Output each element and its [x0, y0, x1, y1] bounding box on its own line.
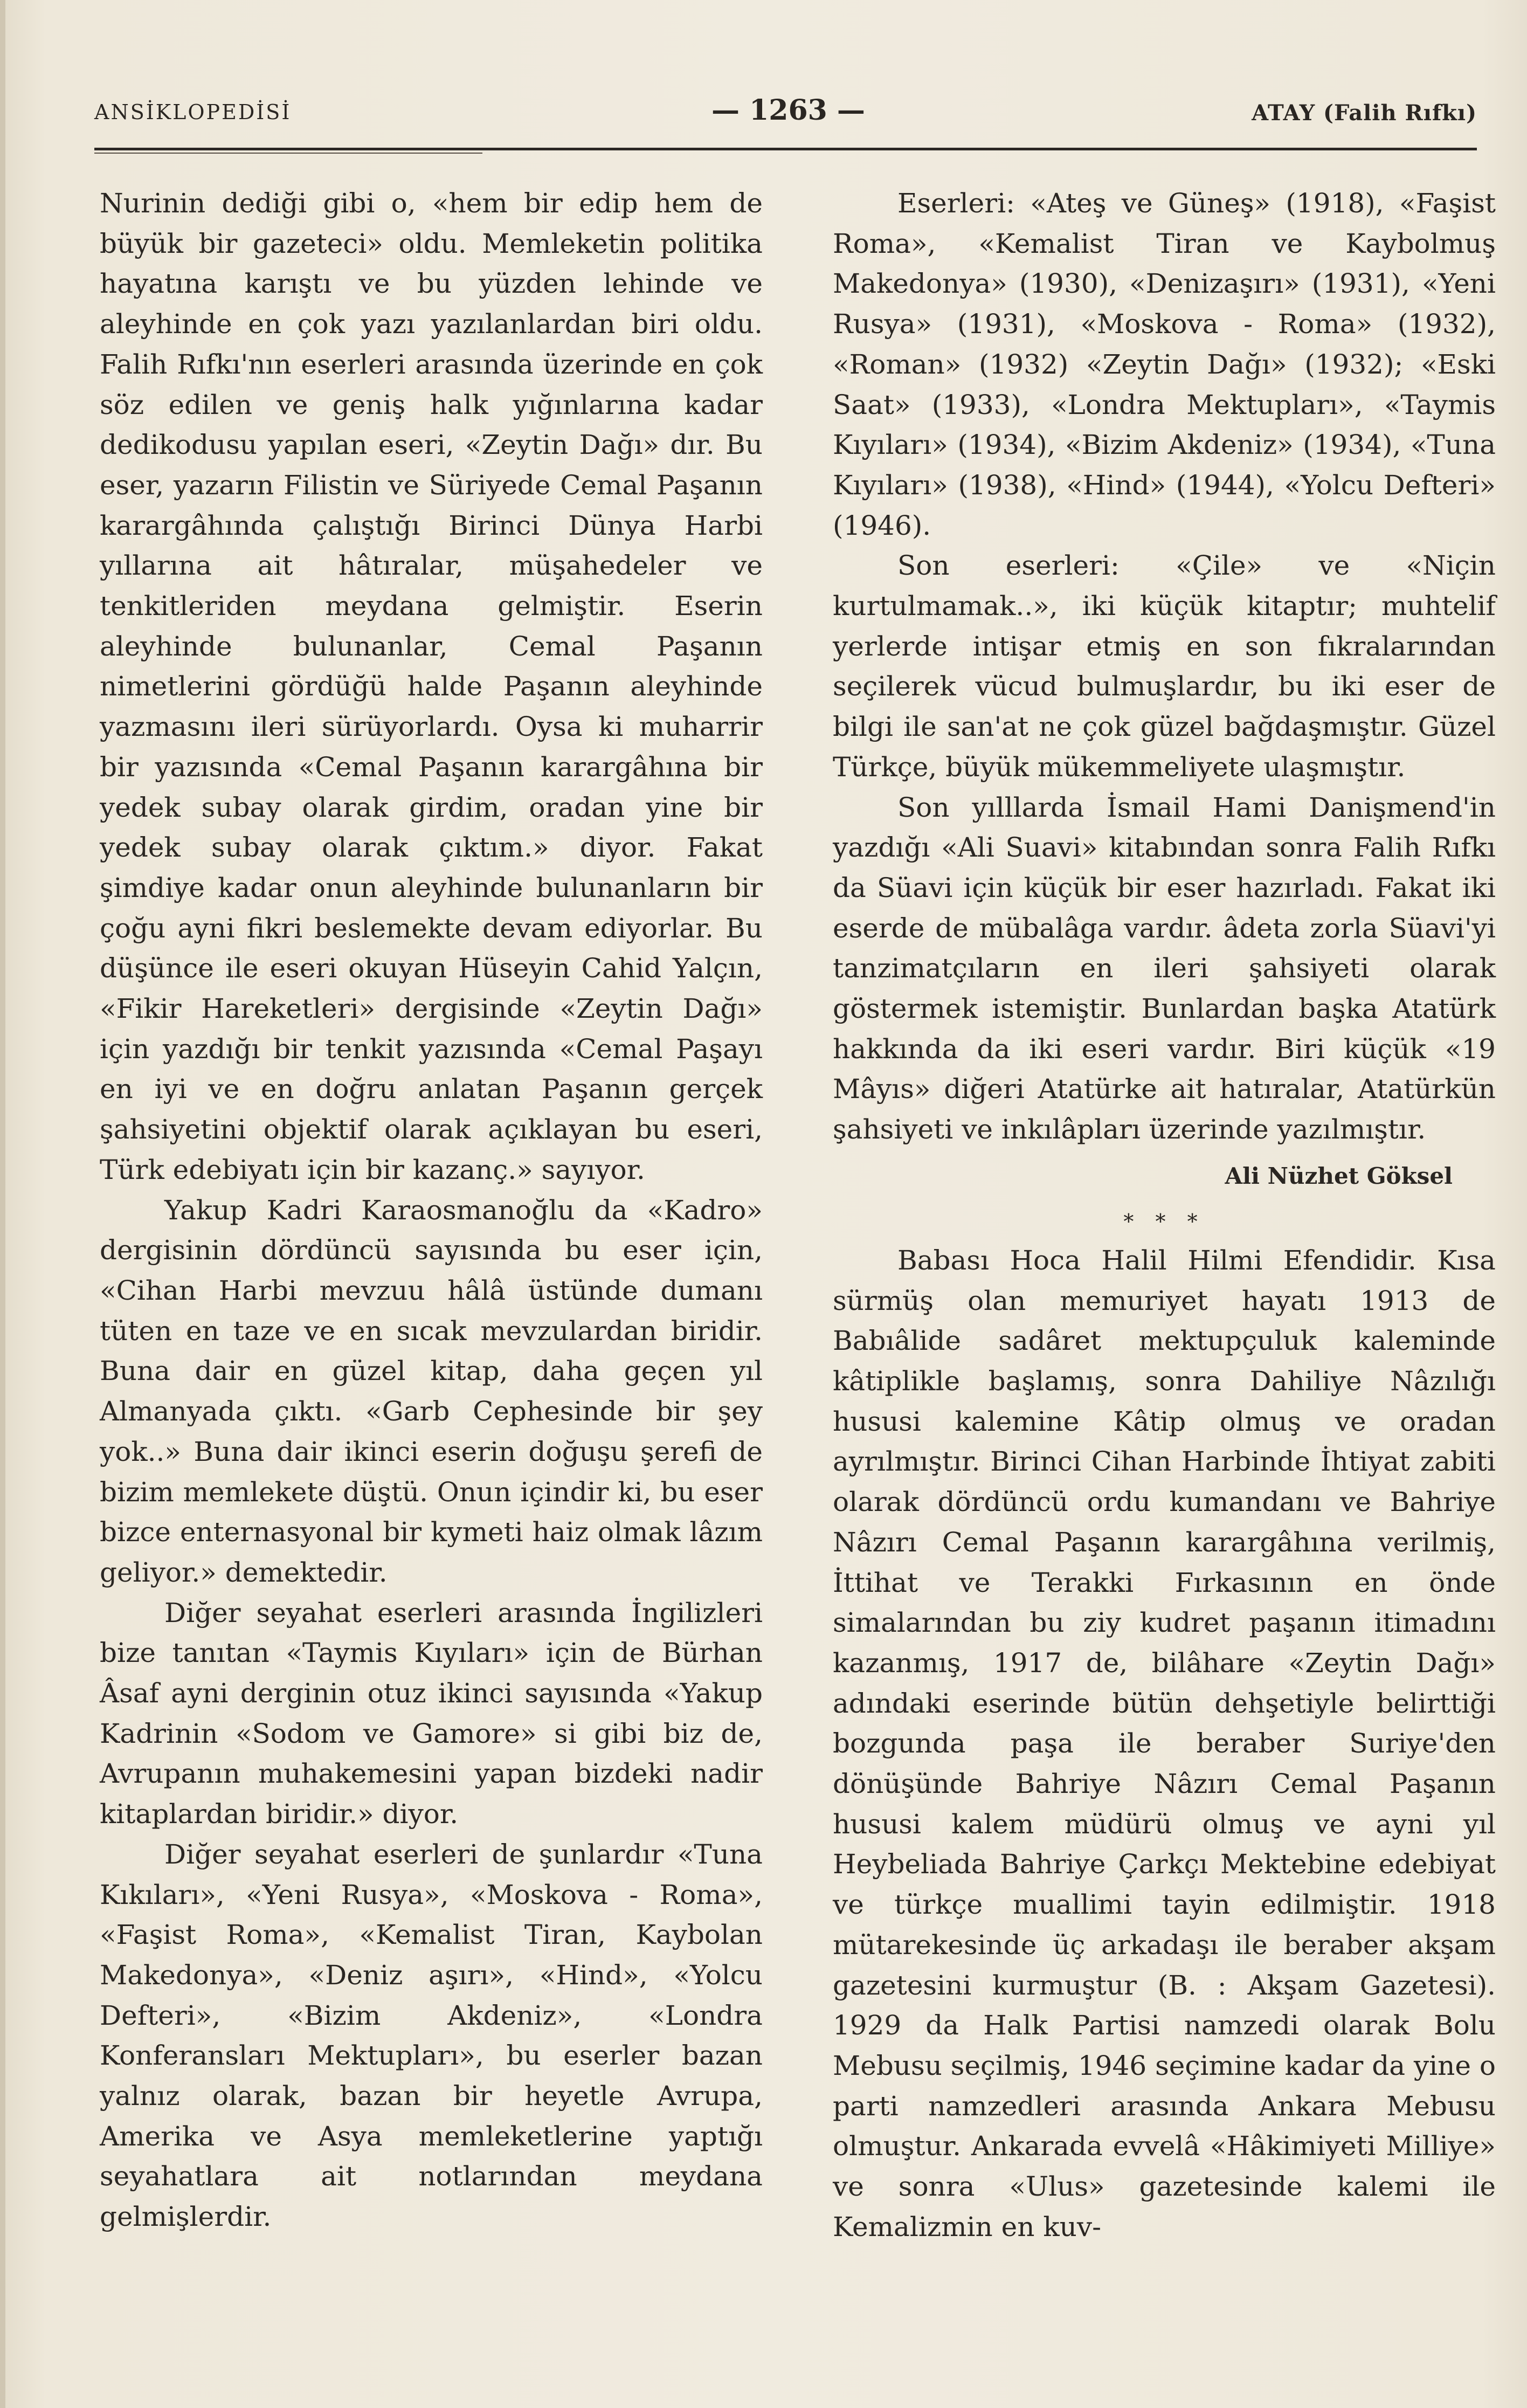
paragraph: Yakup Kadri Karaosmanoğlu da «Kadro» dergisinin dördüncü sayısında bu eser için, «Cihan Harbi mevzuu hâlâ üstünde dumanı tüten en taze ve en sıcak mevzulardan biridir. Buna dair en güzel kitap, daha geçen yıl Almanyada çıktı. «Garb Cephesinde bir şey yok..» Buna dair ikinci eserin doğuşu şerefi de bizim memlekete düştü. Onun içindir ki, bu eser bizce enternasyonal bir kymeti haiz olmak lâzım geliyor.» demektedir. [100, 1194, 763, 1588]
paragraph: Eserleri: «Ateş ve Güneş» (1918), «Faşist Roma», «Kemalist Tiran ve Kaybolmuş Makedonya» (1930), «Denizaşırı» (1931), «Yeni Rusya» (1931), «Moskova - Roma» (1932), «Roman» (1932) «Zeytin Dağı» (1932); «Eski Saat» (1933), «Londra Mektupları», «Taymis Kıyıları» (1934), «Bizim Akdeniz» (1934), «Tuna Kıyıları» (1938), «Hind» (1944), «Yolcu Defteri» (1946). [833, 188, 1496, 541]
paragraph: Son yılllarda İsmail Hami Danişmend'in yazdığı «Ali Suavi» kitabından sonra Falih Rıfkı da Süavi için küçük bir eser hazırladı. Fakat iki eserde de mübalâga vardır. âdeta zorla Süavi'yi tanzimatçıların en ileri şahsiyeti olarak göstermek istemiştir. Bunlardan başka Atatürk hakkında da iki eseri vardır. Biri küçük «19 Mâyıs» diğeri Atatürke ait hatıralar, Atatürkün şahsiyeti ve inkılâpları üzerinde yazılmıştır. [833, 791, 1496, 1146]
paragraph: Son eserleri: «Çile» ve «Niçin kurtulmamak..», iki küçük kitaptır; muhtelif yerlerde intişar etmiş en son fıkralarından seçilerek vücud bulmuşlardır, bu iki eser de bilgi ile san'at ne çok güzel bağdaşmıştır. Güzel Türkçe, büyük mükemmeliyete ulaşmıştır. [833, 550, 1496, 783]
section-separator: * * * [1123, 1209, 1205, 1233]
header-rule-thin [94, 153, 482, 154]
header-title: ANSİKLOPEDİSİ [94, 100, 292, 124]
right-column [833, 183, 1496, 2247]
page-number: — 1263 — [711, 94, 865, 127]
paragraph: Diğer seyahat eserleri arasında İngilizleri bize tanıtan «Taymis Kıyıları» için de Bürhan Âsaf ayni derginin otuz ikinci sayısında «Yakup Kadrinin «Sodom ve Gamore» si gibi biz de, Avrupanın muhakemesini yapan bizdeki nadir kitaplardan biridir.» diyor. [100, 1597, 763, 1830]
author-signature: Ali Nüzhet Göksel [1225, 1162, 1453, 1189]
header-rule [94, 148, 1477, 150]
paragraph: Babası Hoca Halil Hilmi Efendidir. Kısa sürmüş olan memuriyet hayatı 1913 de Babıâlide sadâret mektupçuluk kaleminde kâtiplikle başlamış, sonra Dahiliye Nâzılığı hususi kalemine Kâtip olmuş ve oradan ayrılmıştır. Birinci Cihan Harbinde İhtiyat zabiti olarak dördüncü ordu kumandanı ve Bahriye Nâzırı Cemal Paşanın karargâhına verilmiş, İttihat ve Terakki Fırkasının en önde simalarından bu ziy kudret paşanın itimadını kazanmış, 1917 de, bilâhare «Zeytin Dağı» adındaki eserinde bütün dehşetiyle belirttiği bozgunda paşa ile beraber Suriye'den dönüşünde Bahriye Nâzırı Cemal Paşanın hususi kalem müdürü olmuş ve ayni yıl Heybeliada Bahriye Çarkçı Mektebine edebiyat ve türkçe muallimi tayin edilmiştir. 1918 mütarekesinde üç arkadaşı ile beraber akşam gazetesini kurmuştur (B. : Akşam Gazetesi). 1929 da Halk Partisi namzedi olarak Bolu Mebusu seçilmiş, 1946 seçimine kadar da yine o parti namzedleri arasında Ankara Mebusu olmuştur. Ankarada evvelâ «Hâkimiyeti Milliye» ve sonra «Ulus» gazetesinde kalemi ile Kemalizmin en kuv- [833, 1244, 1496, 2243]
paragraph: Nurinin dediği gibi o, «hem bir edip hem de büyük bir gazeteci» oldu. Memleketin politika hayatına karıştı ve bu yüzden lehinde ve aleyhinde en çok yazı yazılanlardan biri oldu. Falih Rıfkı'nın eserleri arasında üzerinde en çok söz edilen ve geniş halk yığınlarına kadar dedikodusu yapılan eseri, «Zeytin Dağı» dır. Bu eser, yazarın Filistin ve Süriyede Cemal Paşanın karargâhında çalıştığı Birinci Dünya Harbi yıllarına ait hâtıralar, müşahedeler ve tenkitleriden meydana gelmiştir. Eserin aleyhinde bulunanlar, Cemal Paşanın nimetlerini gördüğü halde Paşanın aleyhinde yazmasını ileri sürüyorlardı. Oysa ki muharrir bir yazısında «Cemal Paşanın karargâhına bir yedek subay olarak girdim, oradan yine bir yedek subay olarak çıktım.» diyor. Fakat şimdiye kadar onun aleyhinde bulunanların bir çoğu ayni fikri beslemekte devam ediyorlar. Bu düşünce ile eseri okuyan Hüseyin Cahid Yalçın, «Fikir Hareketleri» dergisinde «Zeytin Dağı» için yazdığı bir tenkit yazısında «Cemal Paşayı en iyi ve en doğru anlatan Paşanın gerçek şahsiyetini objektif olarak açıklayan bu eseri, Türk edebiyatı için bir kazanç.» sayıyor. [100, 188, 763, 1185]
running-header [94, 94, 1477, 143]
page-edge [0, 0, 5, 2408]
paragraph: Diğer seyahat eserleri de şunlardır «Tuna Kıkıları», «Yeni Rusya», «Moskova - Roma», «Faşist Roma», «Kemalist Tiran, Kaybolan Makedonya», «Deniz aşırı», «Hind», «Yolcu Defteri», «Bizim Akdeniz», «Londra Konferansları Mektupları», bu eserler bazan yalnız olarak, bazan bir heyetle Avrupa, Amerika ve Asya memleketlerine yaptığı seyahatlara ait notlarından meydana gelmişlerdir. [100, 1838, 763, 2233]
left-column [100, 183, 763, 2237]
header-entry: ATAY (Falih Rıfkı) [1252, 100, 1477, 126]
